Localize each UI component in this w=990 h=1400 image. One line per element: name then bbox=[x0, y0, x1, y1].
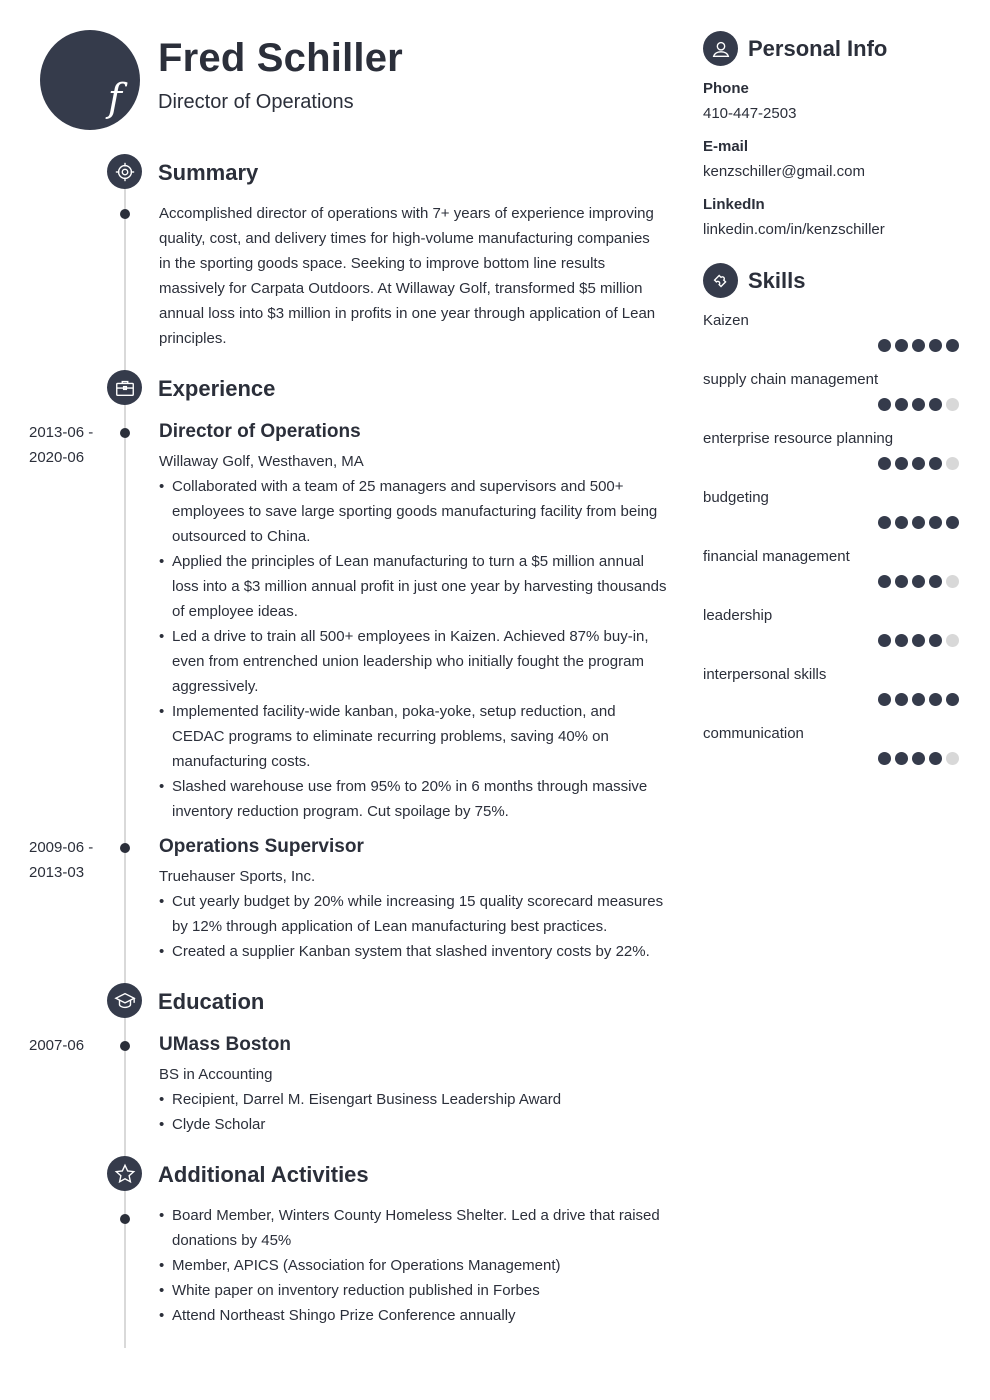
rating-dot-filled bbox=[929, 516, 942, 529]
experience-heading: Experience bbox=[158, 376, 276, 401]
job-company: Truehauser Sports, Inc. bbox=[159, 868, 316, 885]
school-name: UMass Boston bbox=[159, 1034, 291, 1055]
skill-name: interpersonal skills bbox=[703, 666, 827, 683]
rating-dot-filled bbox=[946, 339, 959, 352]
user-icon bbox=[703, 31, 738, 66]
summary-text: Accomplished director of operations with 7+ years of experience improving quality, cost, and delivery times for high-volume manufacturing companies in the sporting goods space. Seeking to improve bottom line results massively for Carpata Outdoors. At Willaway Golf, transformed $5 million annual loss into $3 million in profits in one year through application of Lean principles. bbox=[159, 205, 656, 347]
list-item: • Cut yearly budget by 20% while increasing 15 quality scorecard measures by 12% through application of Lean manufacturing best practices. bbox=[159, 889, 669, 939]
list-item: • White paper on inventory reduction published in Forbes bbox=[159, 1278, 669, 1303]
skill-item bbox=[703, 547, 961, 606]
job-date-end: 2013-03 bbox=[29, 864, 85, 881]
skill-item bbox=[703, 606, 961, 665]
rating-dot-filled bbox=[895, 398, 908, 411]
rating-dot-filled bbox=[895, 457, 908, 470]
skill-rating bbox=[878, 634, 959, 647]
graduation-cap-icon bbox=[107, 983, 142, 1018]
rating-dot-empty bbox=[946, 634, 959, 647]
rating-dot-empty bbox=[946, 752, 959, 765]
rating-dot-filled bbox=[895, 516, 908, 529]
rating-dot-empty bbox=[946, 457, 959, 470]
rating-dot-filled bbox=[929, 634, 942, 647]
education-date: 2007-06 bbox=[29, 1037, 85, 1054]
skill-rating bbox=[878, 693, 959, 706]
monogram-letter: f bbox=[107, 76, 122, 120]
skills-list bbox=[703, 311, 961, 783]
rating-dot-empty bbox=[946, 398, 959, 411]
rating-dot-filled bbox=[878, 752, 891, 765]
education-bullets bbox=[159, 1087, 669, 1137]
skill-item bbox=[703, 488, 961, 547]
timeline-dot bbox=[120, 1214, 130, 1224]
personal-info-heading: Personal Info bbox=[748, 36, 888, 61]
skill-rating bbox=[878, 457, 959, 470]
activities-heading: Additional Activities bbox=[158, 1162, 369, 1187]
skill-name: budgeting bbox=[703, 489, 769, 506]
skill-name: enterprise resource planning bbox=[703, 430, 894, 447]
skill-rating bbox=[878, 575, 959, 588]
email-label: E-mail bbox=[703, 138, 749, 155]
skill-item bbox=[703, 724, 961, 783]
rating-dot-filled bbox=[878, 634, 891, 647]
list-item: • Led a drive to train all 500+ employees in Kaizen. Achieved 87% buy-in, even from entrenched union leadership who initially fought the program aggressively. bbox=[159, 624, 669, 699]
rating-dot-filled bbox=[878, 516, 891, 529]
linkedin-value: linkedin.com/in/kenzschiller bbox=[703, 221, 885, 238]
rating-dot-filled bbox=[895, 634, 908, 647]
job-date-start: 2009-06 - bbox=[29, 839, 94, 856]
job-date bbox=[29, 420, 109, 470]
rating-dot-filled bbox=[912, 575, 925, 588]
skill-name: supply chain management bbox=[703, 371, 879, 388]
briefcase-icon bbox=[107, 370, 142, 405]
rating-dot-filled bbox=[946, 693, 959, 706]
star-icon bbox=[107, 1156, 142, 1191]
skill-item bbox=[703, 665, 961, 724]
list-item: • Board Member, Winters County Homeless Shelter. Led a drive that raised donations by 45% bbox=[159, 1203, 669, 1253]
rating-dot-filled bbox=[912, 457, 925, 470]
list-item: • Slashed warehouse use from 95% to 20% in 6 months through massive inventory reduction program. Cut spoilage by 75%. bbox=[159, 774, 669, 824]
summary-heading: Summary bbox=[158, 160, 259, 185]
list-item: • Clyde Scholar bbox=[159, 1112, 669, 1137]
rating-dot-filled bbox=[929, 457, 942, 470]
phone-label: Phone bbox=[703, 80, 749, 97]
job-title: Operations Supervisor bbox=[159, 836, 364, 857]
phone-value: 410-447-2503 bbox=[703, 105, 797, 122]
skill-name: financial management bbox=[703, 548, 850, 565]
job-title: Director of Operations bbox=[159, 421, 361, 442]
job-bullets bbox=[159, 889, 669, 964]
rating-dot-filled bbox=[929, 339, 942, 352]
timeline-dot bbox=[120, 843, 130, 853]
education-heading: Education bbox=[158, 989, 265, 1014]
rating-dot-filled bbox=[878, 575, 891, 588]
monogram-avatar bbox=[40, 30, 140, 130]
rating-dot-filled bbox=[912, 693, 925, 706]
job-company: Willaway Golf, Westhaven, MA bbox=[159, 453, 364, 470]
list-item: • Attend Northeast Shingo Prize Conference annually bbox=[159, 1303, 669, 1328]
skill-rating bbox=[878, 339, 959, 352]
skill-name: leadership bbox=[703, 607, 773, 624]
list-item: • Implemented facility-wide kanban, poka-yoke, setup reduction, and CEDAC programs to eliminate recurring problems, saving 40% on manufacturing costs. bbox=[159, 699, 669, 774]
skill-rating bbox=[878, 516, 959, 529]
skill-name: communication bbox=[703, 725, 804, 742]
rating-dot-filled bbox=[878, 693, 891, 706]
candidate-title: Director of Operations bbox=[158, 91, 354, 113]
rating-dot-filled bbox=[929, 398, 942, 411]
job-date-end: 2020-06 bbox=[29, 449, 85, 466]
job-bullets bbox=[159, 474, 669, 824]
rating-dot-filled bbox=[912, 634, 925, 647]
job-date bbox=[29, 835, 109, 885]
candidate-name: Fred Schiller bbox=[158, 36, 403, 80]
skill-rating bbox=[878, 752, 959, 765]
job-date-start: 2013-06 - bbox=[29, 424, 94, 441]
rating-dot-empty bbox=[946, 575, 959, 588]
rating-dot-filled bbox=[895, 575, 908, 588]
rating-dot-filled bbox=[878, 339, 891, 352]
degree: BS in Accounting bbox=[159, 1066, 273, 1083]
list-item: • Collaborated with a team of 25 managers and supervisors and 500+ employees to save large sporting goods manufacturing facility from being outsourced to China. bbox=[159, 474, 669, 549]
skill-item bbox=[703, 429, 961, 488]
skill-item bbox=[703, 370, 961, 429]
timeline-dot bbox=[120, 428, 130, 438]
rating-dot-filled bbox=[929, 752, 942, 765]
rating-dot-filled bbox=[929, 575, 942, 588]
linkedin-label: LinkedIn bbox=[703, 196, 765, 213]
list-item: • Member, APICS (Association for Operations Management) bbox=[159, 1253, 669, 1278]
list-item: • Recipient, Darrel M. Eisengart Business Leadership Award bbox=[159, 1087, 669, 1112]
skill-item bbox=[703, 311, 961, 370]
timeline-dot bbox=[120, 209, 130, 219]
list-item: • Applied the principles of Lean manufacturing to turn a $5 million annual loss into a $3 million annual profit in just one year by harvesting thousands of employee ideas. bbox=[159, 549, 669, 624]
email-value: kenzschiller@gmail.com bbox=[703, 163, 865, 180]
puzzle-icon bbox=[703, 263, 738, 298]
rating-dot-filled bbox=[878, 398, 891, 411]
rating-dot-filled bbox=[946, 516, 959, 529]
rating-dot-filled bbox=[895, 693, 908, 706]
rating-dot-filled bbox=[895, 339, 908, 352]
activities-bullets bbox=[159, 1203, 669, 1328]
skill-rating bbox=[878, 398, 959, 411]
target-icon bbox=[107, 154, 142, 189]
rating-dot-filled bbox=[912, 398, 925, 411]
rating-dot-filled bbox=[912, 516, 925, 529]
rating-dot-filled bbox=[929, 693, 942, 706]
skills-heading: Skills bbox=[748, 268, 806, 293]
list-item: • Created a supplier Kanban system that slashed inventory costs by 22%. bbox=[159, 939, 669, 964]
skill-name: Kaizen bbox=[703, 312, 749, 329]
rating-dot-filled bbox=[895, 752, 908, 765]
rating-dot-filled bbox=[912, 339, 925, 352]
rating-dot-filled bbox=[912, 752, 925, 765]
rating-dot-filled bbox=[878, 457, 891, 470]
timeline-dot bbox=[120, 1041, 130, 1051]
